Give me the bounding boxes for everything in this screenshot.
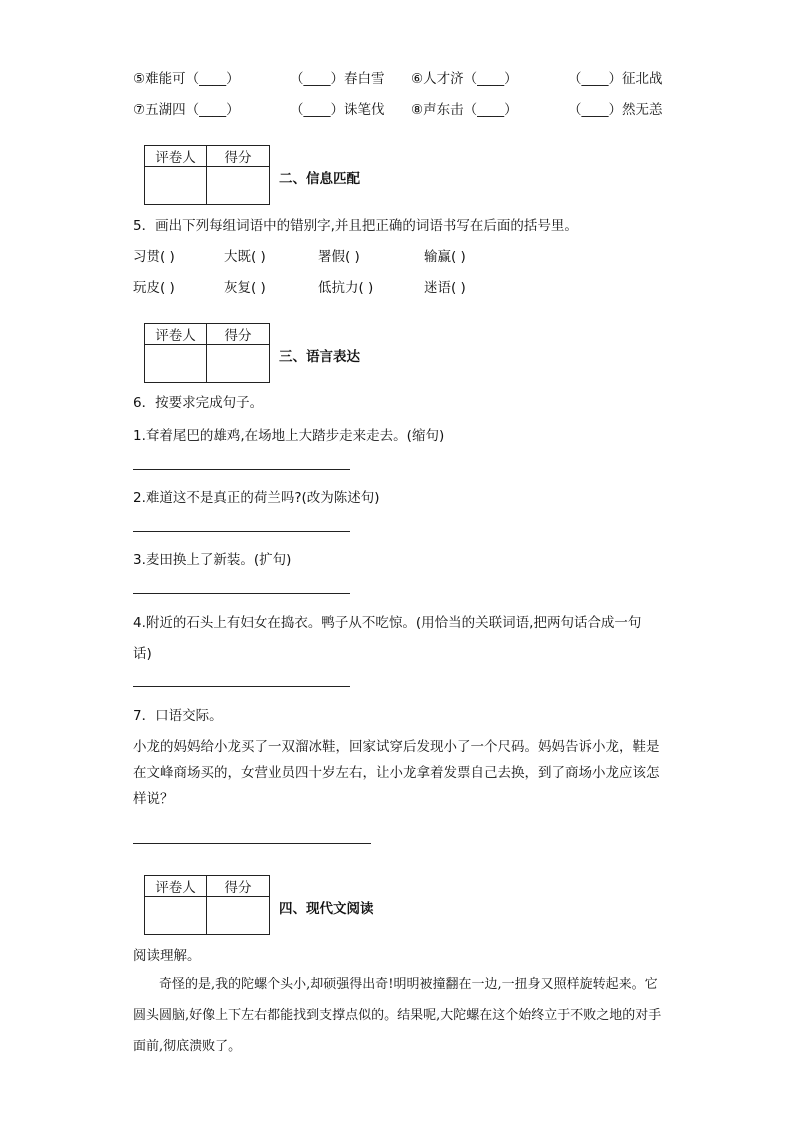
score-table bbox=[144, 323, 270, 383]
section-title: 三、语言表达 bbox=[279, 349, 360, 365]
word-item: 大既( ) bbox=[224, 249, 266, 265]
question-6: 6．按要求完成句子。 bbox=[133, 395, 264, 411]
section-title: 四、现代文阅读 bbox=[279, 901, 374, 917]
idiom-item-5b: （____）春白雪 bbox=[290, 71, 385, 87]
score-label: 得分 bbox=[207, 876, 270, 897]
word-item: 玩皮( ) bbox=[133, 280, 175, 296]
word-item: 习贯( ) bbox=[133, 249, 175, 265]
reviewer-cell[interactable] bbox=[145, 167, 207, 205]
sentence-task-1: 1.耷着尾巴的雄鸡,在场地上大踏步走来走去。(缩句) bbox=[133, 428, 445, 444]
reading-intro: 阅读理解。 bbox=[133, 948, 201, 964]
score-label: 得分 bbox=[207, 324, 270, 345]
word-item: 输赢( ) bbox=[424, 249, 466, 265]
reviewer-label: 评卷人 bbox=[145, 876, 207, 897]
idiom-item-7b: （____）诛笔伐 bbox=[290, 102, 385, 118]
idiom-item-6b: （____）征北战 bbox=[568, 71, 663, 87]
idiom-item-6: ⑥人才济（____） bbox=[411, 71, 518, 87]
score-cell[interactable] bbox=[207, 167, 270, 205]
answer-line[interactable] bbox=[133, 686, 350, 687]
dialogue-prompt: 小龙的妈妈给小龙买了一双溜冰鞋，回家试穿后发现小了一个尺码。妈妈告诉小龙，鞋是在文峰商场买的，女营业员四十岁左右，让小龙拿着发票自己去换，到了商场小龙应该怎样说？ bbox=[133, 739, 660, 807]
reading-passage: 奇怪的是,我的陀螺个头小,却硕强得出奇!明明被撞翻在一边,一扭身又照样旋转起来。它圆头圆脑,好像上下左右都能找到支撑点似的。结果呢,大陀螺在这个始终立于不败之地的对手面前,彻底溃败了。 bbox=[133, 977, 662, 1054]
word-item: 迷语( ) bbox=[424, 280, 466, 296]
reviewer-cell[interactable] bbox=[145, 897, 207, 935]
score-cell[interactable] bbox=[207, 897, 270, 935]
score-cell[interactable] bbox=[207, 345, 270, 383]
word-item: 低抗力( ) bbox=[318, 280, 374, 296]
sentence-task-4: 4.附近的石头上有妇女在捣衣。鸭子从不吃惊。(用恰当的关联词语,把两句话合成一句 bbox=[133, 615, 642, 631]
sentence-task-4-cont: 话) bbox=[133, 646, 152, 662]
answer-line[interactable] bbox=[133, 843, 371, 844]
idiom-item-8b: （____）然无恙 bbox=[568, 102, 663, 118]
answer-line[interactable] bbox=[133, 469, 350, 470]
score-label: 得分 bbox=[207, 146, 270, 167]
word-item: 署假( ) bbox=[318, 249, 360, 265]
question-7: 7．口语交际。 bbox=[133, 708, 223, 724]
idiom-item-5: ⑤难能可（____） bbox=[133, 71, 240, 87]
section-title: 二、信息匹配 bbox=[279, 171, 360, 187]
answer-line[interactable] bbox=[133, 531, 350, 532]
sentence-task-2: 2.难道这不是真正的荷兰吗?(改为陈述句) bbox=[133, 490, 380, 506]
question-5: 5．画出下列每组词语中的错别字,并且把正确的词语书写在后面的括号里。 bbox=[133, 218, 578, 234]
answer-line[interactable] bbox=[133, 593, 350, 594]
score-table bbox=[144, 145, 270, 205]
idiom-item-7: ⑦五湖四（____） bbox=[133, 102, 240, 118]
reviewer-label: 评卷人 bbox=[145, 324, 207, 345]
word-item: 灰复( ) bbox=[224, 280, 266, 296]
sentence-task-3: 3.麦田换上了新装。(扩句) bbox=[133, 552, 292, 568]
score-table bbox=[144, 875, 270, 935]
reviewer-cell[interactable] bbox=[145, 345, 207, 383]
reviewer-label: 评卷人 bbox=[145, 146, 207, 167]
idiom-item-8: ⑧声东击（____） bbox=[411, 102, 518, 118]
